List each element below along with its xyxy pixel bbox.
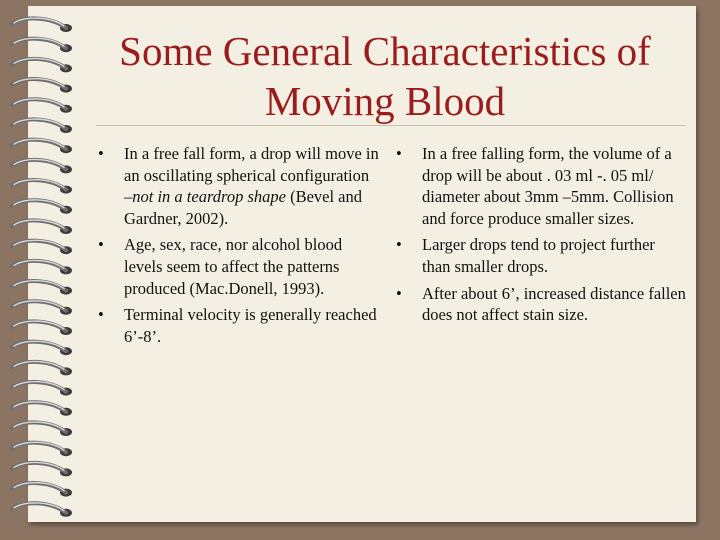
binding-ring-icon bbox=[12, 38, 72, 52]
bullet-icon: • bbox=[98, 144, 104, 163]
binding-ring-icon bbox=[12, 503, 72, 517]
binding-ring-icon bbox=[12, 139, 72, 153]
title-line-1: Some General Characteristics of bbox=[119, 28, 651, 74]
binding-ring-icon bbox=[12, 240, 72, 254]
binding-ring-icon bbox=[12, 422, 72, 436]
binding-ring-icon bbox=[12, 58, 72, 72]
list-item bbox=[392, 234, 687, 277]
bullet-icon: • bbox=[98, 305, 104, 325]
bullet-text: After about 6’, increased distance fallen does not affect stain size. bbox=[422, 283, 686, 325]
left-bullet-list bbox=[94, 143, 379, 352]
binding-ring-icon bbox=[12, 99, 72, 113]
list-item bbox=[392, 283, 687, 326]
bullet-icon: • bbox=[396, 144, 402, 163]
bullet-text: Larger drops tend to project further than smaller drops. bbox=[422, 235, 655, 276]
bullet-text-italic: not in a teardrop shape bbox=[132, 187, 286, 207]
bullet-text: In a free falling form, the volume of a drop will be about . 03 ml -. 05 ml/ diameter about 3mm –5mm. Collision and force produce smaller sizes. bbox=[422, 144, 674, 228]
binding-ring-icon bbox=[12, 79, 72, 93]
binding-ring-icon bbox=[12, 159, 72, 173]
binding-ring-icon bbox=[12, 442, 72, 456]
binding-ring-icon bbox=[12, 382, 72, 396]
binding-ring-icon bbox=[12, 119, 72, 133]
binding-ring-icon bbox=[12, 321, 72, 335]
binding-ring-icon bbox=[12, 462, 72, 476]
bullet-icon: • bbox=[396, 235, 402, 255]
binding-ring-icon bbox=[12, 361, 72, 375]
binding-ring-icon bbox=[12, 341, 72, 355]
list-item bbox=[94, 234, 379, 299]
title-divider bbox=[96, 125, 686, 126]
bullet-icon: • bbox=[396, 283, 402, 303]
list-item bbox=[94, 143, 379, 229]
bullet-text: Terminal velocity is generally reached 6’-8’. bbox=[124, 305, 377, 346]
list-item bbox=[94, 304, 379, 347]
binding-ring-icon bbox=[12, 180, 72, 194]
slide-title bbox=[100, 26, 670, 126]
title-line-2: Moving Blood bbox=[264, 78, 506, 124]
binding-ring-icon bbox=[12, 483, 72, 497]
binding-ring-icon bbox=[12, 18, 72, 32]
binding-ring-icon bbox=[12, 301, 72, 315]
bullet-text-end: (Bevel and Gardner, 2002). bbox=[124, 187, 363, 228]
bullet-icon: • bbox=[98, 235, 104, 255]
list-item bbox=[392, 143, 687, 229]
binding-ring-icon bbox=[12, 220, 72, 234]
right-bullet-list bbox=[392, 143, 687, 331]
bullet-text: Age, sex, race, nor alcohol blood levels seem to affect the patterns produced (Mac.Donell, 1993). bbox=[124, 235, 343, 298]
binding-ring-icon bbox=[12, 260, 72, 274]
binding-ring-icon bbox=[12, 402, 72, 416]
binding-ring-icon bbox=[12, 200, 72, 214]
spiral-binding bbox=[0, 0, 90, 540]
binding-ring-icon bbox=[12, 281, 72, 295]
bullet-text-start: In a free fall form, a drop will move in an oscillating spherical configuration – bbox=[124, 144, 379, 207]
